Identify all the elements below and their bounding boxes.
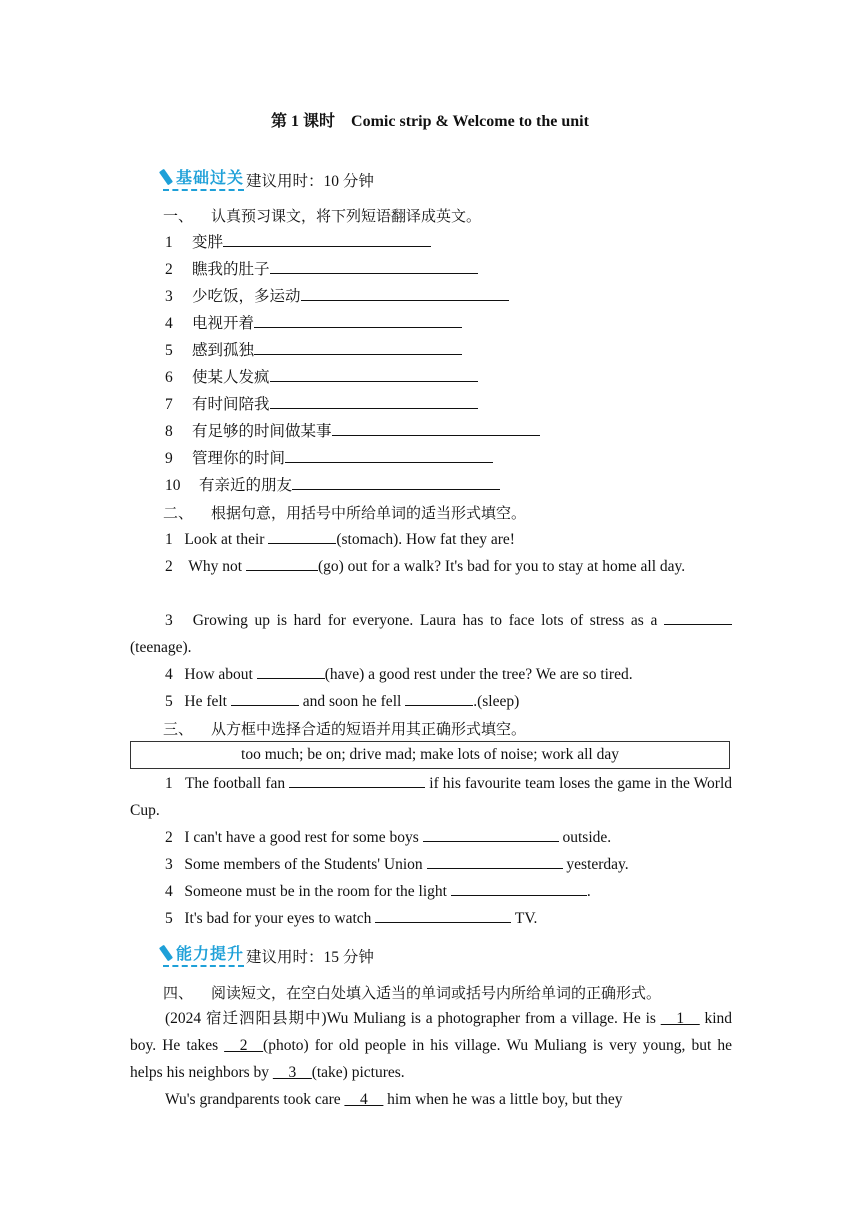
item-number: 10 [165,477,181,494]
part2-question-1 [130,526,732,553]
part2-heading [163,502,526,523]
question-text: . [586,883,591,900]
question-number: 3 [165,612,173,629]
item-text: 管理你的时间 [192,450,286,467]
question-text: if his favourite team loses the game in the World Cup. [130,775,732,819]
translation-item [165,446,493,468]
part-number: 四、 [163,984,194,1002]
item-number: 6 [165,369,173,386]
question-number: 5 [165,693,173,710]
part2-question-3 [130,607,732,661]
question-text: and soon he fell [298,693,406,710]
passage-source: (2024 宿迁泗阳县期中) [165,1010,327,1027]
part-instruction: 认真预习课文，将下列短语翻译成英文。 [211,207,482,225]
translation-item [165,338,462,360]
question-number: 5 [165,910,173,927]
question-number: 4 [165,666,173,683]
answer-blank[interactable] [285,448,493,463]
item-text: 瞧我的肚子 [192,261,270,278]
question-text: Someone must be in the room for the light [184,883,451,900]
part2-question-5 [130,688,732,715]
passage-blank-2[interactable]: __2__ [224,1037,264,1054]
answer-blank[interactable] [257,664,325,679]
question-text: Some members of the Students' Union [184,856,427,873]
translation-item [165,230,431,252]
item-number: 8 [165,423,173,440]
part-instruction: 阅读短文，在空白处填入适当的单词或括号内所给单词的正确形式。 [211,984,662,1002]
passage-text: him when he was a little boy, but they [383,1091,623,1108]
answer-blank[interactable] [405,691,473,706]
part-instruction: 从方框中选择合适的短语并用其正确形式填空。 [211,720,527,738]
item-text: 少吃饭，多运动 [192,288,301,305]
answer-blank[interactable] [268,529,336,544]
answer-blank[interactable] [423,827,559,842]
translation-item [165,365,478,387]
question-text: .(sleep) [473,693,520,710]
item-number: 7 [165,396,173,413]
translation-item [165,257,478,279]
part4-heading [163,982,661,1003]
part3-question-5 [130,905,732,932]
part3-question-4 [130,878,732,905]
part3-question-2 [130,824,732,851]
section-badge-basic [163,165,244,191]
question-text: How about [184,666,257,683]
question-number: 1 [165,775,173,792]
item-number: 3 [165,288,173,305]
question-text: It's bad for your eyes to watch [184,910,376,927]
question-text: Growing up is hard for everyone. Laura has to face lots of stress as a [192,612,664,629]
question-number: 3 [165,856,173,873]
answer-blank[interactable] [254,340,462,355]
answer-blank[interactable] [664,610,732,625]
question-text: (teenage). [130,639,192,656]
answer-blank[interactable] [270,259,478,274]
answer-blank[interactable] [332,421,540,436]
question-text: Look at their [184,531,269,548]
item-text: 有亲近的朋友 [199,477,293,494]
pen-icon [159,168,173,185]
answer-blank[interactable] [246,556,318,571]
part-number: 二、 [163,504,194,522]
answer-blank[interactable] [254,313,462,328]
item-text: 使某人发疯 [192,369,270,386]
section-time: 建议用时：15 分钟 [246,949,374,966]
question-text: outside. [558,829,612,846]
question-text: He felt [184,693,231,710]
item-text: 变胖 [192,234,224,251]
item-number: 5 [165,342,173,359]
passage-text: kind boy. He takes [130,1010,732,1054]
item-text: 感到孤独 [192,342,255,359]
part-number: 一、 [163,207,194,225]
page-title: 第 1 课时 Comic strip & Welcome to the unit [271,113,589,130]
item-number: 9 [165,450,173,467]
answer-blank[interactable] [231,691,299,706]
passage-text: Wu's grandparents took care [165,1091,345,1108]
answer-blank[interactable] [270,367,478,382]
passage-blank-3[interactable]: __3__ [272,1064,312,1081]
answer-blank[interactable] [301,286,509,301]
passage-text: Wu Muliang is a photographer from a village. He is [326,1010,661,1027]
item-text: 有足够的时间做某事 [192,423,332,440]
section-time: 建议用时：10 分钟 [246,173,374,190]
question-number: 4 [165,883,173,900]
part3-question-3 [130,851,732,878]
answer-blank[interactable] [289,773,425,788]
pen-icon [159,944,173,961]
item-text: 有时间陪我 [192,396,270,413]
question-text: I can't have a good rest for some boys [184,829,423,846]
word-bank-box: too much; be on; drive mad; make lots of noise; work all day [130,741,730,769]
section-header-ability [163,941,374,967]
part1-heading [163,205,481,226]
question-number: 2 [165,558,173,575]
passage-blank-1[interactable]: __1__ [660,1010,700,1027]
part-number: 三、 [163,720,194,738]
passage-text: (photo) for old people in his village. Wu Muliang is very young, but he helps his neighbors by [130,1037,733,1081]
item-text: 电视开着 [192,315,255,332]
answer-blank[interactable] [292,475,500,490]
translation-item [165,473,500,495]
translation-item [165,311,462,333]
part4-passage-paragraph-1 [130,1005,732,1086]
question-text: (have) a good rest under the tree? We are so tired. [324,666,633,683]
part-instruction: 根据句意，用括号中所给单词的适当形式填空。 [211,504,527,522]
answer-blank[interactable] [427,854,563,869]
answer-blank[interactable] [375,908,511,923]
section-badge-label: 基础过关 [176,168,245,187]
part4-passage-paragraph-2 [130,1086,732,1113]
part2-question-4 [130,661,732,688]
translation-item [165,419,540,441]
translation-item [165,392,478,414]
question-text: TV. [511,910,538,927]
section-badge-ability [163,941,244,967]
section-badge-label: 能力提升 [176,944,245,963]
answer-blank[interactable] [223,232,431,247]
part3-question-1 [130,770,732,824]
part2-question-2 [130,553,732,580]
question-text: (stomach). How fat they are! [336,531,515,548]
translation-item [165,284,509,306]
question-text: yesterday. [562,856,629,873]
question-text: (go) out for a walk? It's bad for you to stay at home all day. [317,558,686,575]
answer-blank[interactable] [451,881,587,896]
part3-heading [163,718,526,739]
section-header-basic [163,165,374,191]
answer-blank[interactable] [270,394,478,409]
item-number: 1 [165,234,173,251]
question-text: The football fan [184,775,290,792]
question-number: 2 [165,829,173,846]
question-number: 1 [165,531,173,548]
passage-text: (take) pictures. [311,1064,405,1081]
question-text: Why not [188,558,246,575]
item-number: 2 [165,261,173,278]
passage-blank-4[interactable]: __4__ [344,1091,384,1108]
item-number: 4 [165,315,173,332]
